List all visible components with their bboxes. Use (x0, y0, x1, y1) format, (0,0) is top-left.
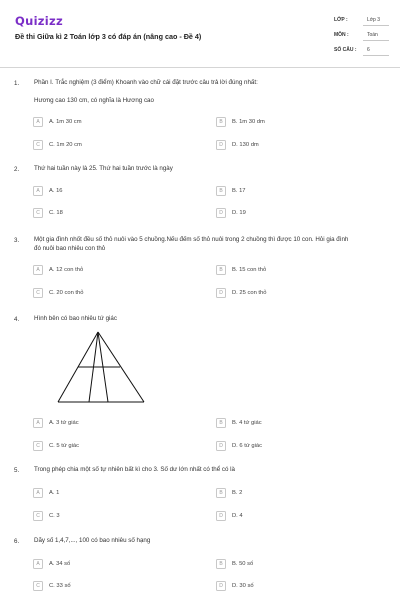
option-letter-box: A (33, 559, 43, 569)
question-5-number: 5. (14, 467, 20, 474)
question-1-number: 1. (14, 80, 20, 87)
option-text: B. 17 (232, 187, 246, 194)
option-text: C. 33 số (49, 582, 71, 589)
option-letter-box: A (33, 117, 43, 127)
option-letter-box: D (216, 581, 226, 591)
option-letter-box: C (33, 288, 43, 298)
option-letter-box: D (216, 441, 226, 451)
meta-question-count (334, 45, 386, 55)
question-1-line-2: Hương cao 130 cm, có nghĩa là Hương cao (34, 97, 154, 104)
question-3-number: 3. (14, 237, 20, 244)
option-letter-box: B (216, 559, 226, 569)
option-text: A. 34 số (49, 560, 71, 567)
option-letter-box: D (216, 208, 226, 218)
question-3-line-2: đó nuôi bao nhiêu con thỏ (34, 245, 106, 252)
option-text: A. 3 tứ giác (49, 419, 79, 426)
option-letter-box: A (33, 488, 43, 498)
question-2-line-1: Thứ hai tuần này là 25. Thứ hai tuần trước là ngày (34, 165, 173, 172)
question-6-number: 6. (14, 538, 20, 545)
option-text: C. 3 (49, 512, 60, 519)
option-letter-box: D (216, 288, 226, 298)
option-text: D. 4 (232, 512, 243, 519)
question-4-line-1: Hình bên có bao nhiêu tứ giác (34, 315, 117, 322)
option-text: D. 19 (232, 209, 246, 216)
option-text: C. 18 (49, 209, 63, 216)
subject-underline (363, 40, 389, 41)
option-letter-box: C (33, 511, 43, 521)
option-letter-box: C (33, 208, 43, 218)
option-letter-box: B (216, 488, 226, 498)
question-6-line-1: Dãy số 1,4,7,..., 100 có bao nhiêu số hạng (34, 537, 151, 544)
meta-subject (334, 30, 386, 40)
class-value: Lớp 3 (367, 17, 381, 23)
subject-value: Toán (367, 32, 378, 38)
option-letter-box: B (216, 418, 226, 428)
meta-class (334, 15, 386, 25)
document-title: Đề thi Giữa kì 2 Toán lớp 3 có đáp án (nâng cao - Đề 4) (15, 32, 202, 41)
option-text: D. 130 dm (232, 141, 259, 148)
option-letter-box: A (33, 186, 43, 196)
option-text: D. 6 tứ giác (232, 442, 262, 449)
option-letter-box: C (33, 581, 43, 591)
option-letter-box: D (216, 140, 226, 150)
option-text: B. 4 tứ giác (232, 419, 262, 426)
option-text: A. 16 (49, 187, 63, 194)
option-text: C. 1m 20 cm (49, 141, 82, 148)
option-letter-box: D (216, 511, 226, 521)
quizizz-logo: Quizizz (15, 14, 64, 28)
option-text: A. 1 (49, 489, 60, 496)
option-text: A. 12 con thỏ (49, 266, 84, 273)
option-text: D. 25 con thỏ (232, 289, 267, 296)
option-text: B. 1m 30 dm (232, 118, 265, 125)
count-underline (363, 55, 389, 56)
count-value: 6 (367, 47, 370, 53)
option-text: D. 30 số (232, 582, 254, 589)
option-text: B. 50 số (232, 560, 254, 567)
question-2-number: 2. (14, 166, 20, 173)
subject-label: MÔN : (334, 32, 349, 38)
option-letter-box: A (33, 265, 43, 275)
class-label: LỚP : (334, 17, 348, 23)
option-letter-box: C (33, 140, 43, 150)
option-text: C. 5 tứ giác (49, 442, 79, 449)
question-1-line-1: Phần I. Trắc nghiệm (3 điểm) Khoanh vào chữ cái đặt trước câu trả lời đúng nhất: (34, 79, 258, 86)
count-label: SỐ CÂU : (334, 47, 357, 53)
question-4-number: 4. (14, 316, 20, 323)
option-letter-box: B (216, 265, 226, 275)
option-text: C. 20 con thỏ (49, 289, 84, 296)
class-underline (363, 25, 389, 26)
option-text: B. 15 con thỏ (232, 266, 267, 273)
triangle-quadrilateral-figure (56, 330, 146, 404)
header-divider (0, 67, 400, 68)
option-text: B. 2 (232, 489, 243, 496)
question-5-line-1: Trong phép chia một số tự nhiên bất kì cho 3. Số dư lớn nhất có thể có là (34, 466, 235, 473)
option-letter-box: B (216, 186, 226, 196)
option-letter-box: B (216, 117, 226, 127)
question-3-line-1: Một gia đình nhốt đều số thỏ nuôi vào 5 chuồng.Nếu đếm số thỏ nuôi trong 2 chuồng thì được 10 con. Hỏi gia đình (34, 236, 349, 243)
option-letter-box: A (33, 418, 43, 428)
option-letter-box: C (33, 441, 43, 451)
option-text: A. 1m 30 cm (49, 118, 82, 125)
